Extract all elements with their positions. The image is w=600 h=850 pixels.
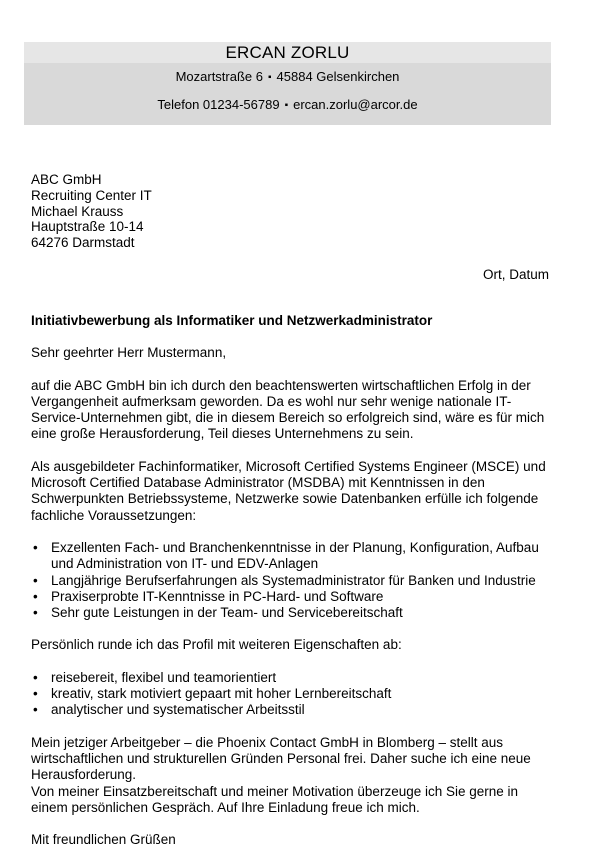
list-item: • Praxiserprobte IT-Kenntnisse in PC-Hard- und Software <box>31 589 551 605</box>
current-employer-text: Mein jetziger Arbeitgeber – die Phoenix Contact GmbH in Blomberg – stellt aus wirtschaftlichen und strukturellen Gründen Personal frei. Daher suche ich eine neue Herausforderung. <box>31 734 531 783</box>
letterhead <box>24 42 551 125</box>
sender-phone: Telefon 01234-56789 <box>157 97 280 112</box>
sender-contact <box>24 97 551 115</box>
sender-name: ERCAN ZORLU <box>24 42 551 63</box>
traits-list <box>31 670 551 719</box>
letter-body <box>31 313 551 848</box>
qualifications-list <box>31 540 551 621</box>
place-date: Ort, Datum <box>482 267 549 282</box>
recipient-address <box>31 172 152 251</box>
list-item: • Exzellenten Fach- und Branchenkenntnisse in der Planung, Konfiguration, Aufbau und Administration von IT- und EDV-Anlagen <box>31 540 551 573</box>
separator-icon: ▪ <box>284 100 289 111</box>
subject-line: Initiativbewerbung als Informatiker und Netzwerkadministrator <box>31 313 433 328</box>
recipient-city: 64276 Darmstadt <box>31 235 135 251</box>
sender-street: Mozartstraße 6 <box>175 69 263 84</box>
qualifications-intro: Als ausgebildeter Fachinformatiker, Microsoft Certified Systems Engineer (MSCE) und Microsoft Certified Database Administrator (MSDBA) mit Kenntnissen in den Schwerpunkten Betriebssysteme, Netzwerke sowie Datenbanken erfülle ich folgende fachliche Voraussetzungen: <box>31 458 546 523</box>
list-item: • Langjährige Berufserfahrungen als Systemadministrator für Banken und Industrie <box>31 573 551 589</box>
motivation-text: Von meiner Einsatzbereitschaft und meiner Motivation überzeuge ich Sie gerne in einem persönlichen Gespräch. Auf Ihre Einladung freue ich mich. <box>31 783 519 815</box>
list-item: • analytischer und systematischer Arbeitsstil <box>31 702 551 718</box>
recipient-company: ABC GmbH <box>31 172 102 187</box>
recipient-street: Hauptstraße 10-14 <box>31 219 144 235</box>
intro-paragraph: auf die ABC GmbH bin ich durch den beachtenswerten wirtschaftlichen Erfolg in der Vergangenheit aufmerksam geworden. Da es wohl nur sehr wenige nationale IT-Service-Unternehmen gibt, die in diesem Bereich so erfolgreich sind, wäre es für mich eine große Herausforderung, Teil dieses Unternehmens zu sein. <box>31 377 545 442</box>
separator-icon: ▪ <box>268 72 272 83</box>
closing-greeting: Mit freundlichen Grüßen <box>31 832 176 848</box>
traits-intro: Persönlich runde ich das Profil mit weiteren Eigenschaften ab: <box>31 637 402 653</box>
recipient-department: Recruiting Center IT <box>31 187 152 203</box>
sender-email: ercan.zorlu@arcor.de <box>293 97 418 112</box>
sender-city: 45884 Gelsenkirchen <box>276 69 400 84</box>
list-item: • Sehr gute Leistungen in der Team- und Servicebereitschaft <box>31 605 551 621</box>
recipient-contact: Michael Krauss <box>31 203 124 219</box>
sender-address <box>24 69 551 87</box>
list-item: • reisebereit, flexibel und teamorientiert <box>31 670 551 686</box>
salutation: Sehr geehrter Herr Mustermann, <box>31 345 227 361</box>
list-item: • kreativ, stark motiviert gepaart mit hoher Lernbereitschaft <box>31 686 551 702</box>
closing-paragraph <box>31 735 551 816</box>
